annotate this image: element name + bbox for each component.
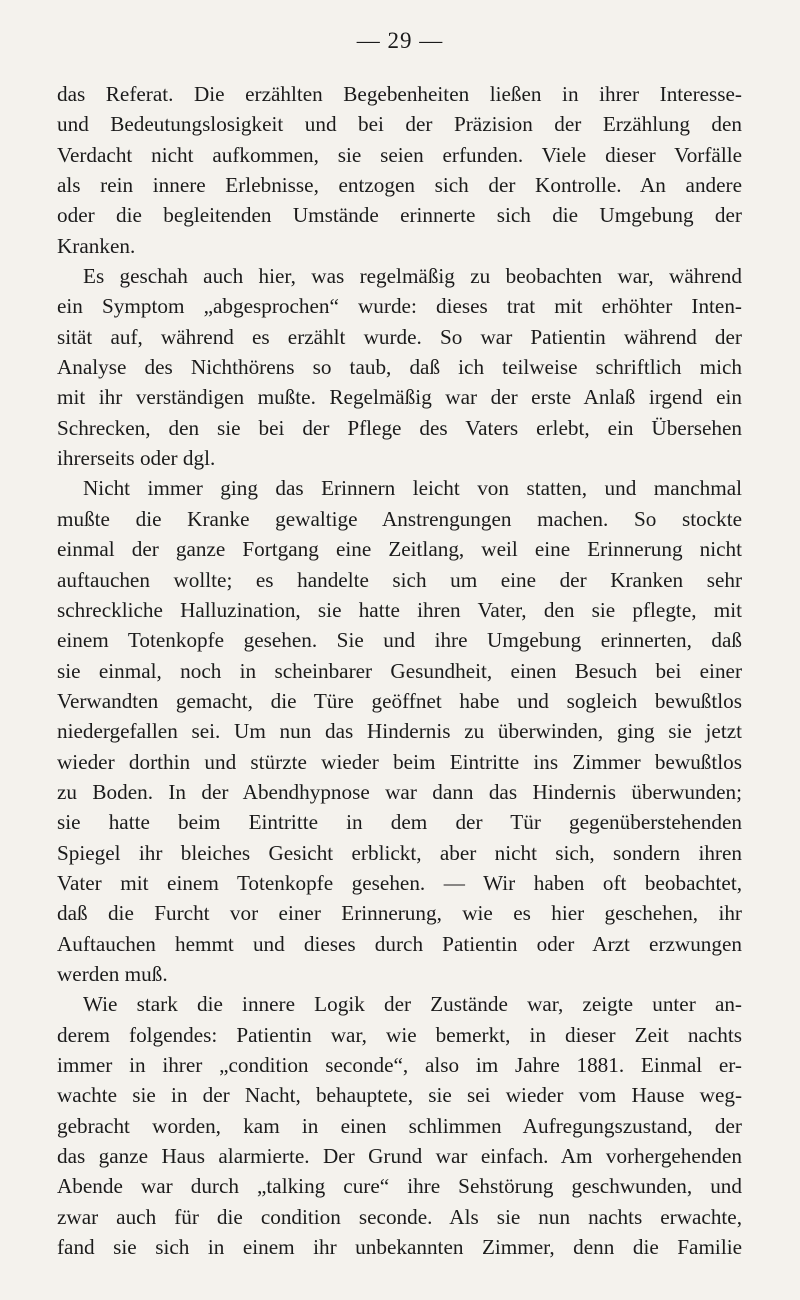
text-line: derem folgendes: Patientin war, wie bemerkt, in dieser Zeit nachts [57,1022,742,1047]
text-line: mußte die Kranke gewaltige Anstrengungen machen. So stockte [57,506,742,531]
text-line: einmal der ganze Fortgang eine Zeitlang, weil eine Erinnerung nicht [57,537,742,562]
text-line: auftauchen wollte; es handelte sich um eine der Kranken sehr [57,567,742,592]
text-line: Abende war durch „talking cure“ ihre Sehstörung geschwunden, und [57,1174,742,1199]
text-line: als rein innere Erlebnisse, entzogen sich der Kontrolle. An andere [57,173,742,198]
text-line: sie einmal, noch in scheinbarer Gesundheit, einen Besuch bei einer [57,658,742,683]
text-line: sität auf, während es erzählt wurde. So war Patientin während der [57,324,742,349]
page-number: — 29 — [356,28,444,53]
body-text [57,79,742,1262]
text-line: Wie stark die innere Logik der Zustände war, zeigte unter an- [83,992,742,1017]
text-line: ihrerseits oder dgl. [57,446,216,471]
text-line: wieder dorthin und stürzte wieder beim Eintritte ins Zimmer bewußtlos [57,749,742,774]
text-line: niedergefallen sei. Um nun das Hindernis zu überwinden, ging sie jetzt [57,719,742,744]
text-line: Spiegel ihr bleiches Gesicht erblickt, aber nicht sich, sondern ihren [57,840,742,865]
text-line: Auftauchen hemmt und dieses durch Patientin oder Arzt erzwungen [57,931,742,956]
text-line: Es geschah auch hier, was regelmäßig zu beobachten war, während [83,264,742,289]
text-line: sie hatte beim Eintritte in dem der Tür gegenüberstehenden [57,810,742,835]
text-line: werden muß. [57,961,168,986]
text-line: einem Totenkopfe gesehen. Sie und ihre Umgebung erinnerten, daß [57,628,742,653]
text-line: gebracht worden, kam in einen schlimmen Aufregungszustand, der [57,1113,742,1138]
text-line: immer in ihrer „condition seconde“, also im Jahre 1881. Einmal er- [57,1053,742,1077]
text-line: das ganze Haus alarmierte. Der Grund war einfach. Am vorhergehenden [57,1144,742,1169]
text-line: das Referat. Die erzählten Begebenheiten ließen in ihrer Interesse- [57,82,742,106]
text-line: Kranken. [57,233,136,258]
text-line: fand sie sich in einem ihr unbekannten Zimmer, denn die Familie [57,1235,742,1260]
text-line: Nicht immer ging das Erinnern leicht von statten, und manchmal [83,476,742,501]
text-line: mit ihr verständigen mußte. Regelmäßig war der erste Anlaß irgend ein [57,385,742,410]
text-line: oder die begleitenden Umstände erinnerte sich die Umgebung der [57,203,742,228]
text-line: zu Boden. In der Abendhypnose war dann das Hindernis überwunden; [57,779,742,804]
text-line: schreckliche Halluzination, sie hatte ihren Vater, den sie pflegte, mit [57,597,742,622]
text-line: Analyse des Nichthörens so taub, daß ich teilweise schriftlich mich [57,355,742,380]
text-line: daß die Furcht vor einer Erinnerung, wie es hier geschehen, ihr [57,901,742,926]
text-line: Vater mit einem Totenkopfe gesehen. — Wir haben oft beobachtet, [57,870,742,895]
text-line: Schrecken, den sie bei der Pflege des Vaters erlebt, ein Übersehen [57,415,742,440]
text-line: zwar auch für die condition seconde. Als sie nun nachts erwachte, [57,1204,742,1229]
text-line: ein Symptom „abgesprochen“ wurde: dieses trat mit erhöhter Inten- [57,294,742,319]
text-line: wachte sie in der Nacht, behauptete, sie sei wieder vom Hause weg- [57,1083,742,1108]
text-line: Verdacht nicht aufkommen, sie seien erfunden. Viele dieser Vorfälle [57,142,742,167]
text-line: und Bedeutungslosigkeit und bei der Präzision der Erzählung den [57,112,742,137]
text-line: Verwandten gemacht, die Türe geöffnet habe und sogleich bewußtlos [57,688,742,713]
